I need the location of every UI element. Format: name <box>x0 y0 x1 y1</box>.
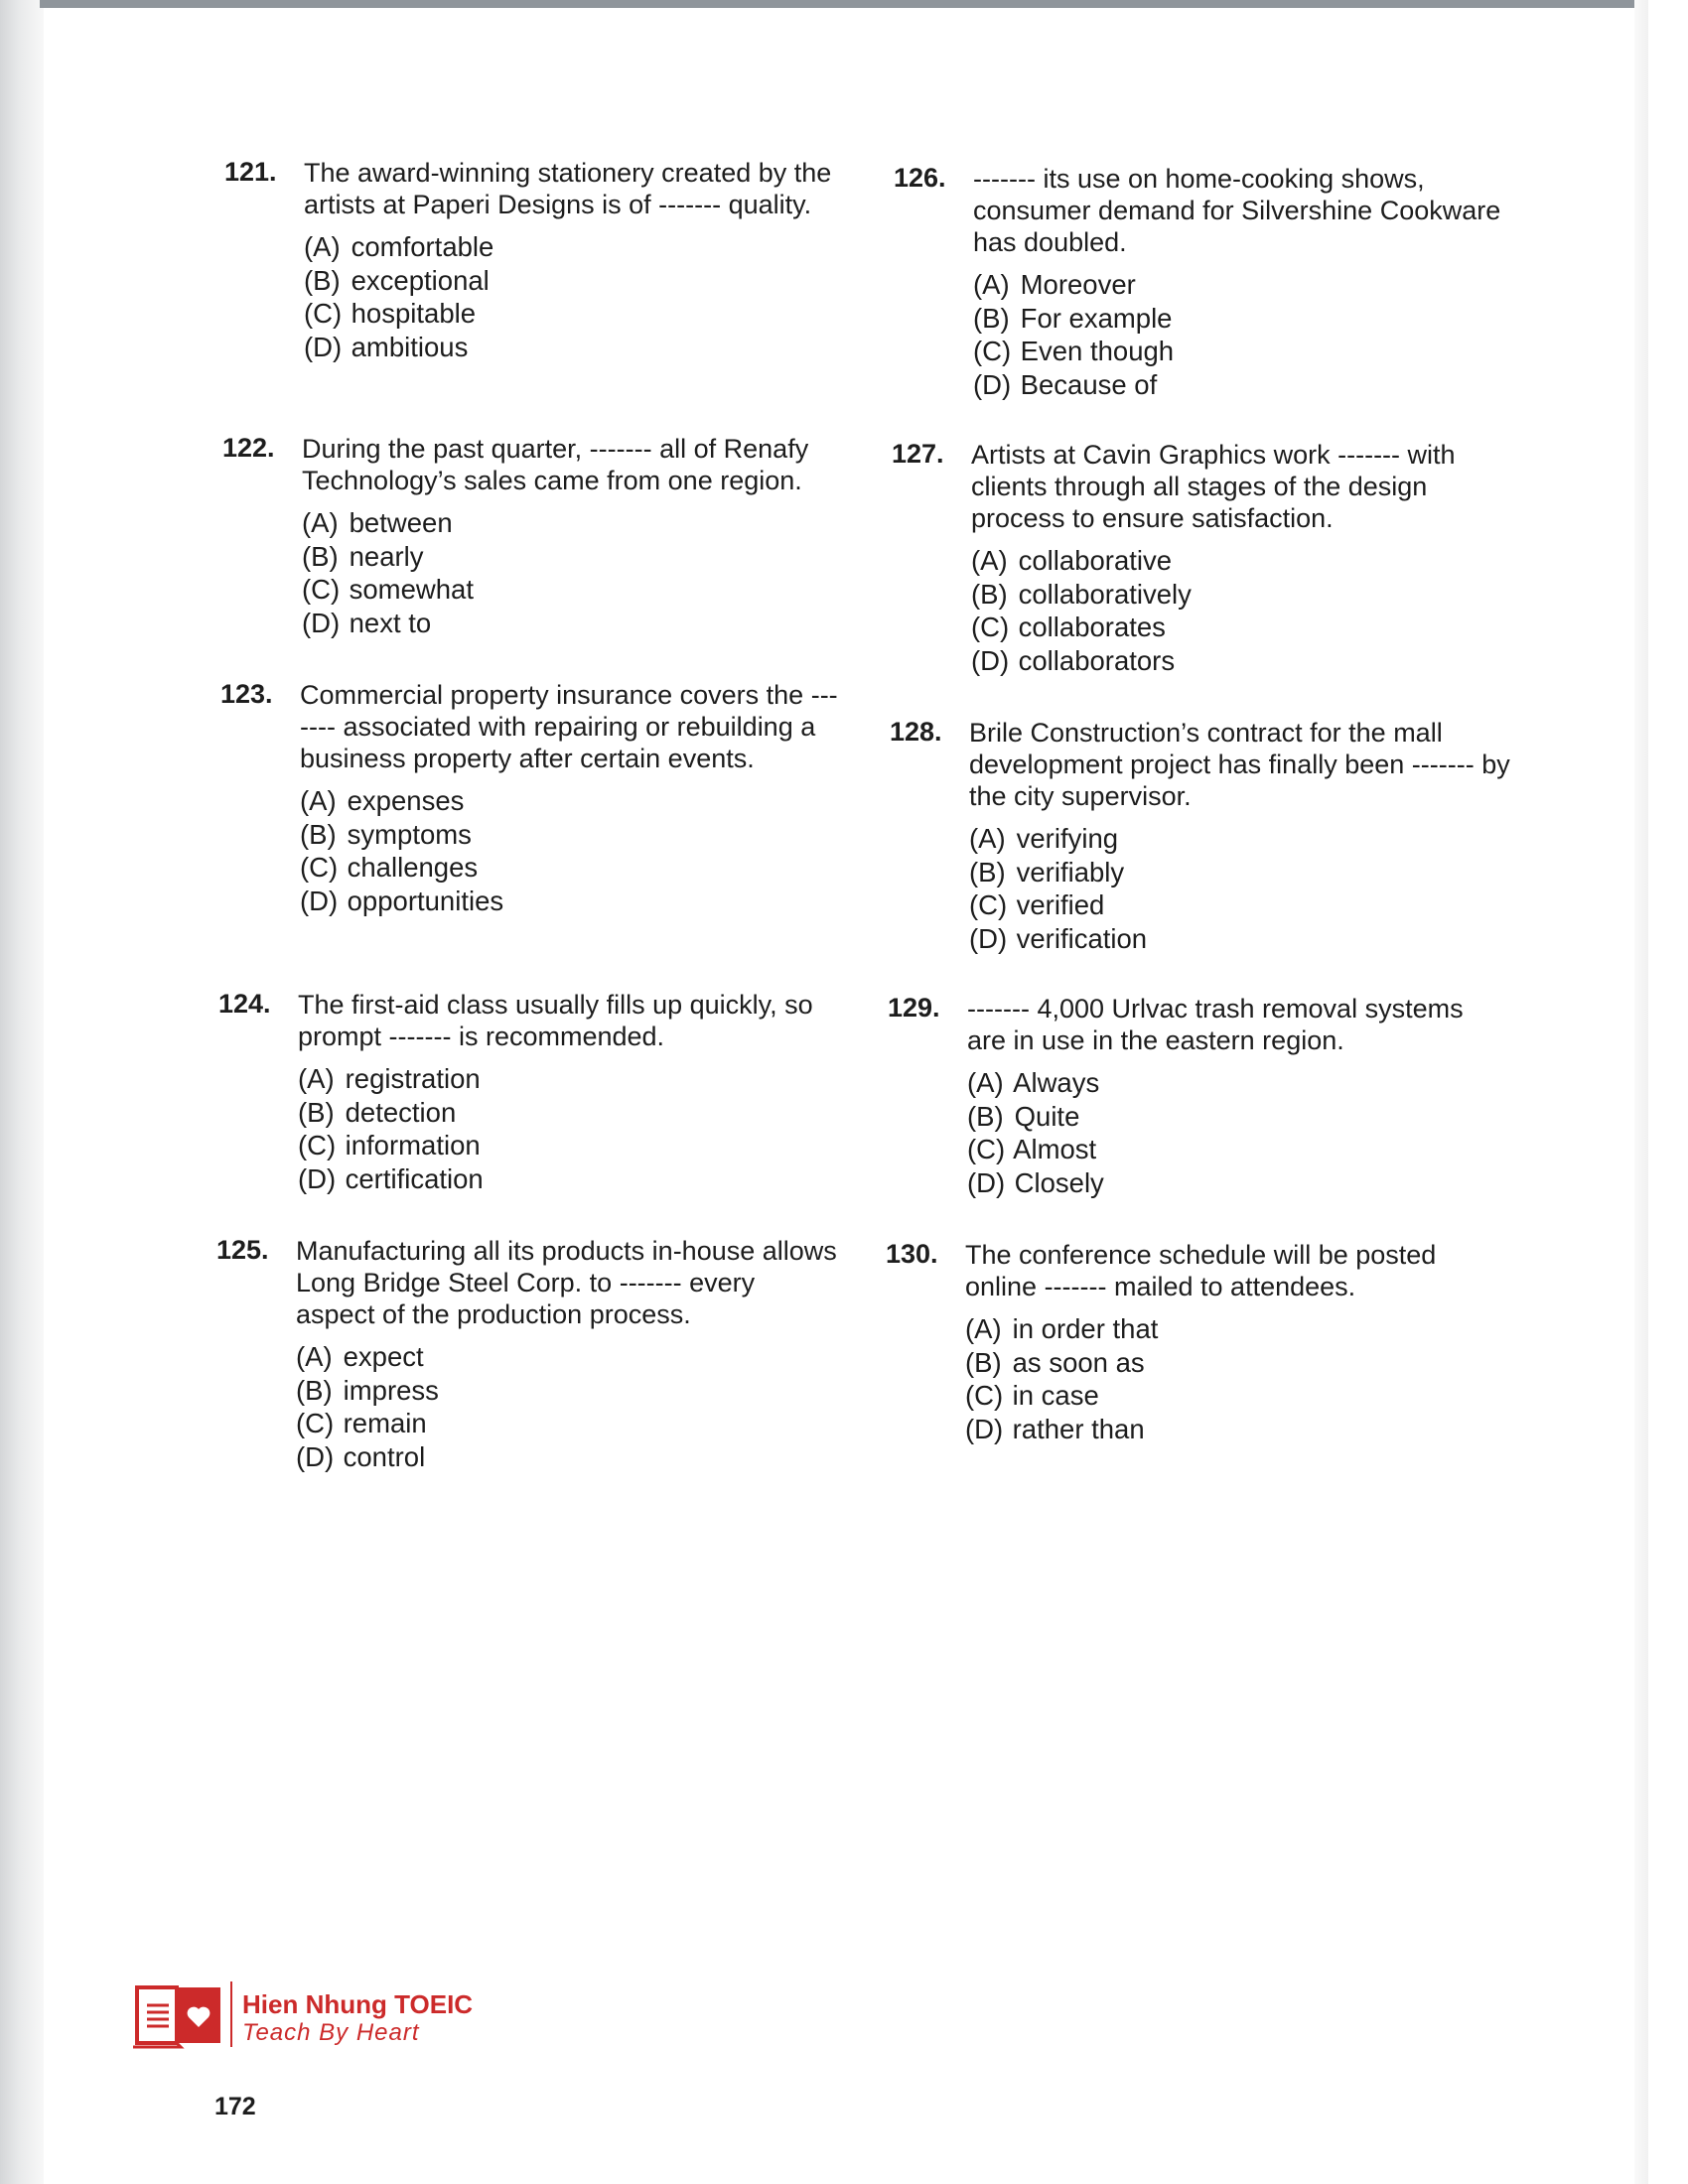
answer-option-b[interactable] <box>967 1100 1523 1134</box>
question-number: 129. <box>888 993 940 1023</box>
question-text: Brile Construction’s contract for the mall development project has finally been ------- by the city supervisor. <box>969 718 1510 811</box>
question-130 <box>886 1239 1521 1445</box>
answer-option-a[interactable] <box>300 784 856 818</box>
answer-option-a[interactable] <box>967 1066 1523 1100</box>
answer-option-a[interactable] <box>298 1062 854 1096</box>
question-124 <box>218 989 854 1195</box>
option-letter: (B) <box>296 1374 333 1406</box>
option-letter: (C) <box>971 612 1010 642</box>
question-129 <box>888 993 1523 1199</box>
question-123 <box>220 679 856 917</box>
answer-option-c[interactable] <box>300 851 856 885</box>
option-letter: (D) <box>302 607 341 638</box>
question-text: Commercial property insurance covers the ------- associated with repairing or rebuilding a business property after certain events. <box>300 680 838 773</box>
answer-option-a[interactable] <box>973 268 1529 302</box>
option-letter: (A) <box>296 1341 333 1372</box>
answer-option-d[interactable] <box>965 1413 1521 1446</box>
answer-option-a[interactable] <box>965 1312 1521 1346</box>
option-letter: (B) <box>971 578 1008 610</box>
answer-option-b[interactable] <box>973 302 1529 336</box>
logo-divider <box>230 1981 232 2047</box>
answer-options <box>969 822 1525 955</box>
option-letter: (C) <box>302 574 341 605</box>
option-letter: (D) <box>969 922 1008 954</box>
option-letter: (C) <box>304 298 343 329</box>
question-text: Artists at Cavin Graphics work ------- with clients through all stages of the design process to ensure satisfaction. <box>971 440 1456 533</box>
question-text: During the past quarter, ------- all of Renafy Technology’s sales came from one region. <box>302 434 809 495</box>
option-text: exceptional <box>351 264 490 296</box>
option-text: Even though <box>1020 336 1175 366</box>
option-text: in case <box>1012 1380 1099 1411</box>
option-letter: (D) <box>298 1162 337 1194</box>
answer-options <box>971 544 1527 677</box>
question-text: The award-winning stationery created by the artists at Paperi Designs is of ------- quality. <box>304 158 832 219</box>
option-letter: (C) <box>973 336 1012 366</box>
option-text: registration <box>345 1063 481 1094</box>
option-text: remain <box>343 1408 427 1438</box>
option-letter: (D) <box>296 1440 335 1472</box>
option-letter: (C) <box>300 852 339 883</box>
question-number: 128. <box>890 717 942 747</box>
question-number: 125. <box>216 1235 269 1265</box>
answer-option-d[interactable] <box>973 368 1529 402</box>
answer-option-c[interactable] <box>971 611 1527 644</box>
option-text: impress <box>343 1374 439 1406</box>
option-letter: (A) <box>302 507 339 538</box>
question-text: ------- 4,000 Urlvac trash removal systems are in use in the eastern region. <box>967 994 1464 1055</box>
option-letter: (D) <box>973 368 1012 400</box>
answer-options <box>967 1066 1523 1199</box>
answer-option-b[interactable] <box>302 540 858 574</box>
option-letter: (D) <box>971 644 1010 676</box>
question-number: 124. <box>218 989 271 1019</box>
answer-option-b[interactable] <box>965 1346 1521 1380</box>
page-number: 172 <box>214 2093 256 2120</box>
option-text: hospitable <box>351 298 477 329</box>
option-letter: (C) <box>296 1408 335 1438</box>
question-text: Manufacturing all its products in-house allows Long Bridge Steel Corp. to ------- every aspect of the production process. <box>296 1236 837 1329</box>
option-text: Quite <box>1014 1100 1080 1132</box>
answer-option-a[interactable] <box>304 230 860 264</box>
option-text: certification <box>345 1162 484 1194</box>
answer-option-d[interactable] <box>298 1162 854 1196</box>
answer-option-a[interactable] <box>302 506 858 540</box>
option-text: next to <box>349 607 432 638</box>
question-number: 127. <box>892 439 944 469</box>
answer-option-c[interactable] <box>296 1407 852 1440</box>
option-letter: (B) <box>965 1346 1002 1378</box>
option-text: ambitious <box>351 331 469 362</box>
answer-option-b[interactable] <box>300 818 856 852</box>
option-text: verified <box>1016 889 1105 920</box>
option-letter: (B) <box>298 1096 335 1128</box>
option-text: collaboratively <box>1018 578 1192 610</box>
option-text: Always <box>1013 1067 1100 1098</box>
brand-tagline: Teach By Heart <box>242 2019 420 2046</box>
option-letter: (C) <box>969 889 1008 920</box>
answer-option-c[interactable] <box>969 888 1525 922</box>
answer-options <box>965 1312 1521 1445</box>
question-125 <box>216 1235 852 1473</box>
scan-margin-right <box>1648 0 1688 2184</box>
option-letter: (C) <box>298 1130 337 1160</box>
question-126 <box>894 163 1529 401</box>
answer-options <box>298 1062 854 1195</box>
question-128 <box>890 717 1525 955</box>
option-text: somewhat <box>349 574 474 605</box>
question-121 <box>224 157 860 363</box>
question-number: 122. <box>222 433 275 463</box>
answer-option-d[interactable] <box>296 1440 852 1474</box>
answer-option-d[interactable] <box>304 331 860 364</box>
question-number: 123. <box>220 679 273 709</box>
option-letter: (B) <box>302 540 339 572</box>
option-letter: (A) <box>967 1067 1004 1098</box>
answer-option-d[interactable] <box>302 607 858 640</box>
answer-option-b[interactable] <box>304 264 860 298</box>
answer-option-c[interactable] <box>967 1133 1523 1166</box>
question-text: ------- its use on home-cooking shows, consumer demand for Silvershine Cookware has doubled. <box>973 164 1501 257</box>
answer-option-c[interactable] <box>302 573 858 607</box>
option-letter: (A) <box>300 785 337 816</box>
option-letter: (B) <box>969 856 1006 887</box>
option-text: verification <box>1016 922 1148 954</box>
answer-options <box>302 506 858 639</box>
question-text: The conference schedule will be posted online ------- mailed to attendees. <box>965 1240 1437 1301</box>
option-text: nearly <box>349 540 424 572</box>
option-letter: (D) <box>304 331 343 362</box>
brand-logo <box>133 1979 530 2059</box>
answer-options <box>300 784 856 917</box>
answer-option-d[interactable] <box>969 922 1525 956</box>
answer-options <box>296 1340 852 1473</box>
option-text: rather than <box>1012 1413 1145 1444</box>
option-letter: (B) <box>300 818 337 850</box>
question-number: 126. <box>894 163 946 193</box>
answer-option-c[interactable] <box>298 1129 854 1162</box>
answer-option-b[interactable] <box>971 578 1527 612</box>
answer-option-a[interactable] <box>969 822 1525 856</box>
option-text: detection <box>345 1096 457 1128</box>
option-letter: (A) <box>969 823 1006 854</box>
answer-option-b[interactable] <box>298 1096 854 1130</box>
question-number: 121. <box>224 157 277 187</box>
scan-shadow-right <box>1634 0 1648 2184</box>
option-text: symptoms <box>347 818 472 850</box>
option-text: verifiably <box>1016 856 1125 887</box>
answer-option-a[interactable] <box>296 1340 852 1374</box>
option-text: opportunities <box>347 885 504 916</box>
option-text: Closely <box>1014 1166 1104 1198</box>
option-letter: (B) <box>973 302 1010 334</box>
option-text: as soon as <box>1012 1346 1145 1378</box>
option-letter: (A) <box>304 231 341 262</box>
option-text: information <box>345 1130 481 1160</box>
question-122 <box>222 433 858 639</box>
option-letter: (C) <box>965 1380 1004 1411</box>
option-letter: (A) <box>298 1063 335 1094</box>
option-letter: (C) <box>967 1134 1006 1164</box>
brand-name: Hien Nhung TOEIC <box>242 1989 474 2019</box>
answer-option-d[interactable] <box>971 644 1527 678</box>
answer-option-a[interactable] <box>971 544 1527 578</box>
option-text: Because of <box>1020 368 1158 400</box>
answer-option-c[interactable] <box>973 335 1529 368</box>
question-number: 130. <box>886 1239 938 1269</box>
question-127 <box>892 439 1527 677</box>
option-letter: (A) <box>971 545 1008 576</box>
option-letter: (A) <box>965 1313 1002 1344</box>
answer-option-b[interactable] <box>969 856 1525 889</box>
option-letter: (B) <box>304 264 341 296</box>
answer-option-c[interactable] <box>304 297 860 331</box>
option-text: expenses <box>347 785 465 816</box>
option-letter: (D) <box>300 885 339 916</box>
option-text: verifying <box>1016 823 1119 854</box>
option-text: control <box>343 1440 426 1472</box>
scan-shadow-left <box>0 0 44 2184</box>
option-text: in order that <box>1012 1313 1159 1344</box>
answer-option-d[interactable] <box>967 1166 1523 1200</box>
option-text: expect <box>343 1341 424 1372</box>
question-text: The first-aid class usually fills up quickly, so prompt ------- is recommended. <box>298 990 813 1051</box>
answer-option-d[interactable] <box>300 885 856 918</box>
option-text: Moreover <box>1020 269 1136 300</box>
book-heart-icon <box>133 1979 224 2056</box>
option-text: For example <box>1020 302 1173 334</box>
option-text: collaborative <box>1018 545 1173 576</box>
option-text: collaborates <box>1018 612 1166 642</box>
scan-edge-top <box>40 0 1648 8</box>
answer-options <box>973 268 1529 401</box>
option-letter: (A) <box>973 269 1010 300</box>
option-letter: (D) <box>967 1166 1006 1198</box>
answer-option-c[interactable] <box>965 1379 1521 1413</box>
answer-options <box>304 230 860 363</box>
option-text: between <box>349 507 453 538</box>
option-letter: (B) <box>967 1100 1004 1132</box>
option-text: challenges <box>347 852 479 883</box>
option-text: collaborators <box>1018 644 1176 676</box>
option-text: Almost <box>1013 1134 1097 1164</box>
option-text: comfortable <box>351 231 494 262</box>
answer-option-b[interactable] <box>296 1374 852 1408</box>
option-letter: (D) <box>965 1413 1004 1444</box>
